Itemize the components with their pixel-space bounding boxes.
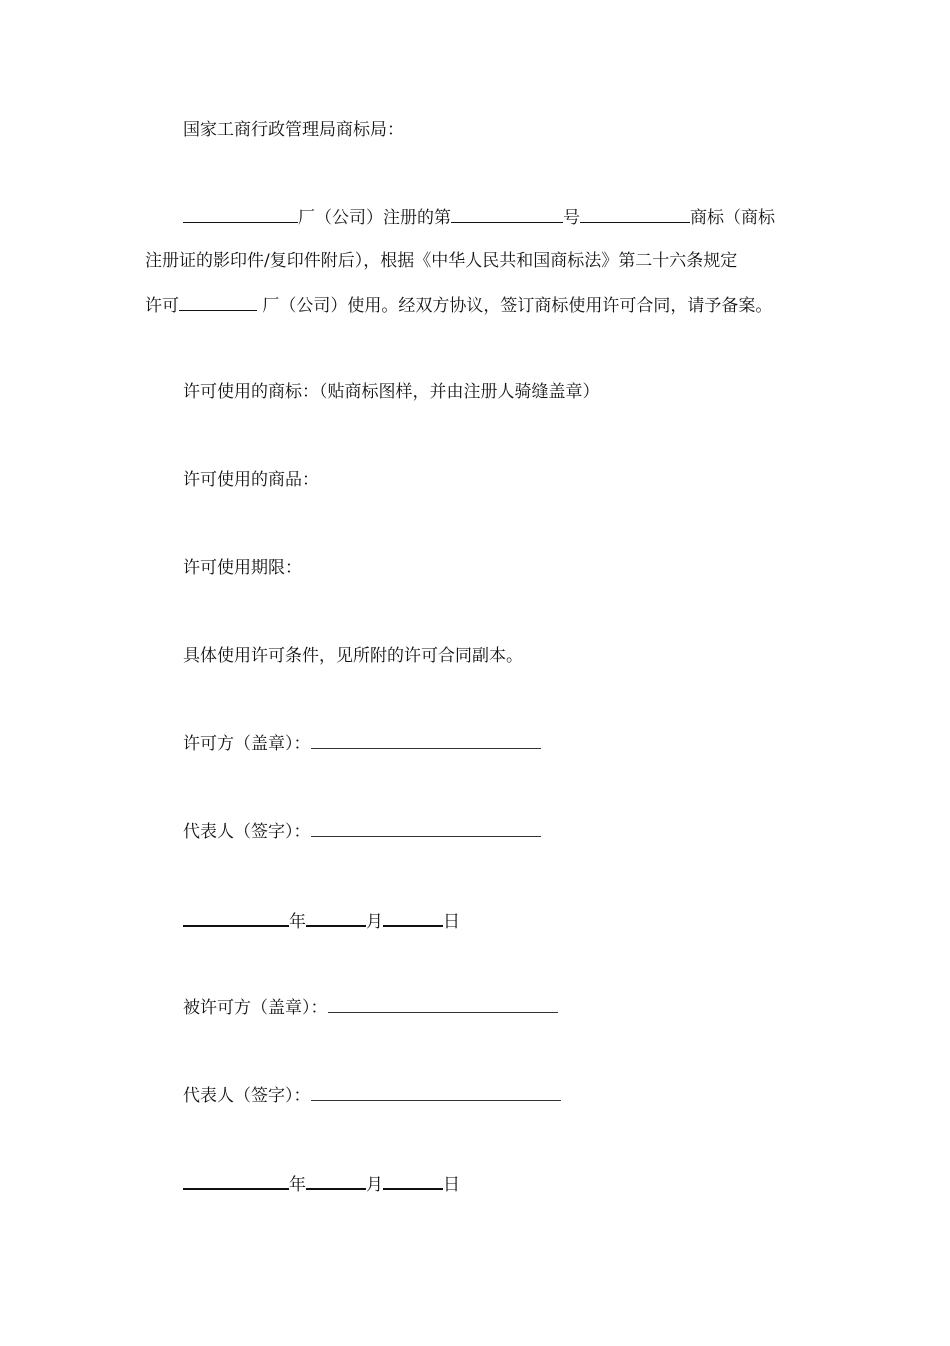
- permit-rest-text: 厂（公司）使用。经双方协议，签订商标使用许可合同，请予备案。: [262, 296, 773, 316]
- licensee-day-label: 日: [443, 1175, 460, 1195]
- licensee-name-blank[interactable]: [179, 293, 257, 311]
- licensee-year-blank[interactable]: [183, 1171, 289, 1190]
- licensor-date-row: [183, 908, 863, 934]
- licensee-seal-label: 被许可方（盖章）：: [183, 998, 328, 1018]
- licensee-date-row: [183, 1171, 863, 1197]
- trademark-text: 商标（商标: [690, 208, 775, 228]
- factory-text: 厂（公司）注册的第: [298, 208, 451, 228]
- factory-name-blank[interactable]: [183, 205, 298, 223]
- licensee-day-blank[interactable]: [383, 1171, 443, 1190]
- licensee-rep-label: 代表人（签字）：: [183, 1086, 311, 1106]
- licensee-rep-blank[interactable]: [311, 1086, 561, 1101]
- licensee-month-label: 月: [366, 1175, 383, 1195]
- field-conditions: 具体使用许可条件，见所附的许可合同副本。: [183, 646, 523, 666]
- licensee-seal-blank[interactable]: [328, 998, 558, 1013]
- licensor-rep-label: 代表人（签字）：: [183, 822, 311, 842]
- licensor-day-blank[interactable]: [383, 908, 443, 927]
- field-term: 许可使用期限：: [183, 558, 302, 578]
- licensor-year-label: 年: [289, 912, 306, 932]
- licensee-year-label: 年: [289, 1175, 306, 1195]
- statement-line-3: [145, 293, 825, 318]
- permit-text: 许可: [145, 296, 179, 316]
- addressee: 国家工商行政管理局商标局：: [183, 120, 404, 140]
- field-goods: 许可使用的商品：: [183, 470, 319, 490]
- licensor-year-blank[interactable]: [183, 908, 289, 927]
- registration-number-blank[interactable]: [451, 205, 563, 223]
- field-trademark: 许可使用的商标：（贴商标图样，并由注册人骑缝盖章）: [183, 382, 600, 402]
- licensee-rep-row: [183, 1084, 863, 1108]
- licensor-seal-label: 许可方（盖章）：: [183, 734, 311, 754]
- licensor-day-label: 日: [443, 912, 460, 932]
- licensor-month-label: 月: [366, 912, 383, 932]
- licensor-seal-blank[interactable]: [311, 734, 541, 749]
- licensee-month-blank[interactable]: [306, 1171, 366, 1190]
- number-text: 号: [563, 208, 580, 228]
- licensor-seal-row: [183, 732, 863, 756]
- statement-line-2: 注册证的影印件/复印件附后），根据《中华人民共和国商标法》第二十六条规定: [145, 251, 738, 271]
- licensor-rep-row: [183, 820, 863, 844]
- licensee-seal-row: [183, 996, 863, 1020]
- trademark-name-blank[interactable]: [580, 205, 690, 223]
- licensor-month-blank[interactable]: [306, 908, 366, 927]
- licensor-rep-blank[interactable]: [311, 822, 541, 837]
- statement-line-1: [183, 205, 863, 230]
